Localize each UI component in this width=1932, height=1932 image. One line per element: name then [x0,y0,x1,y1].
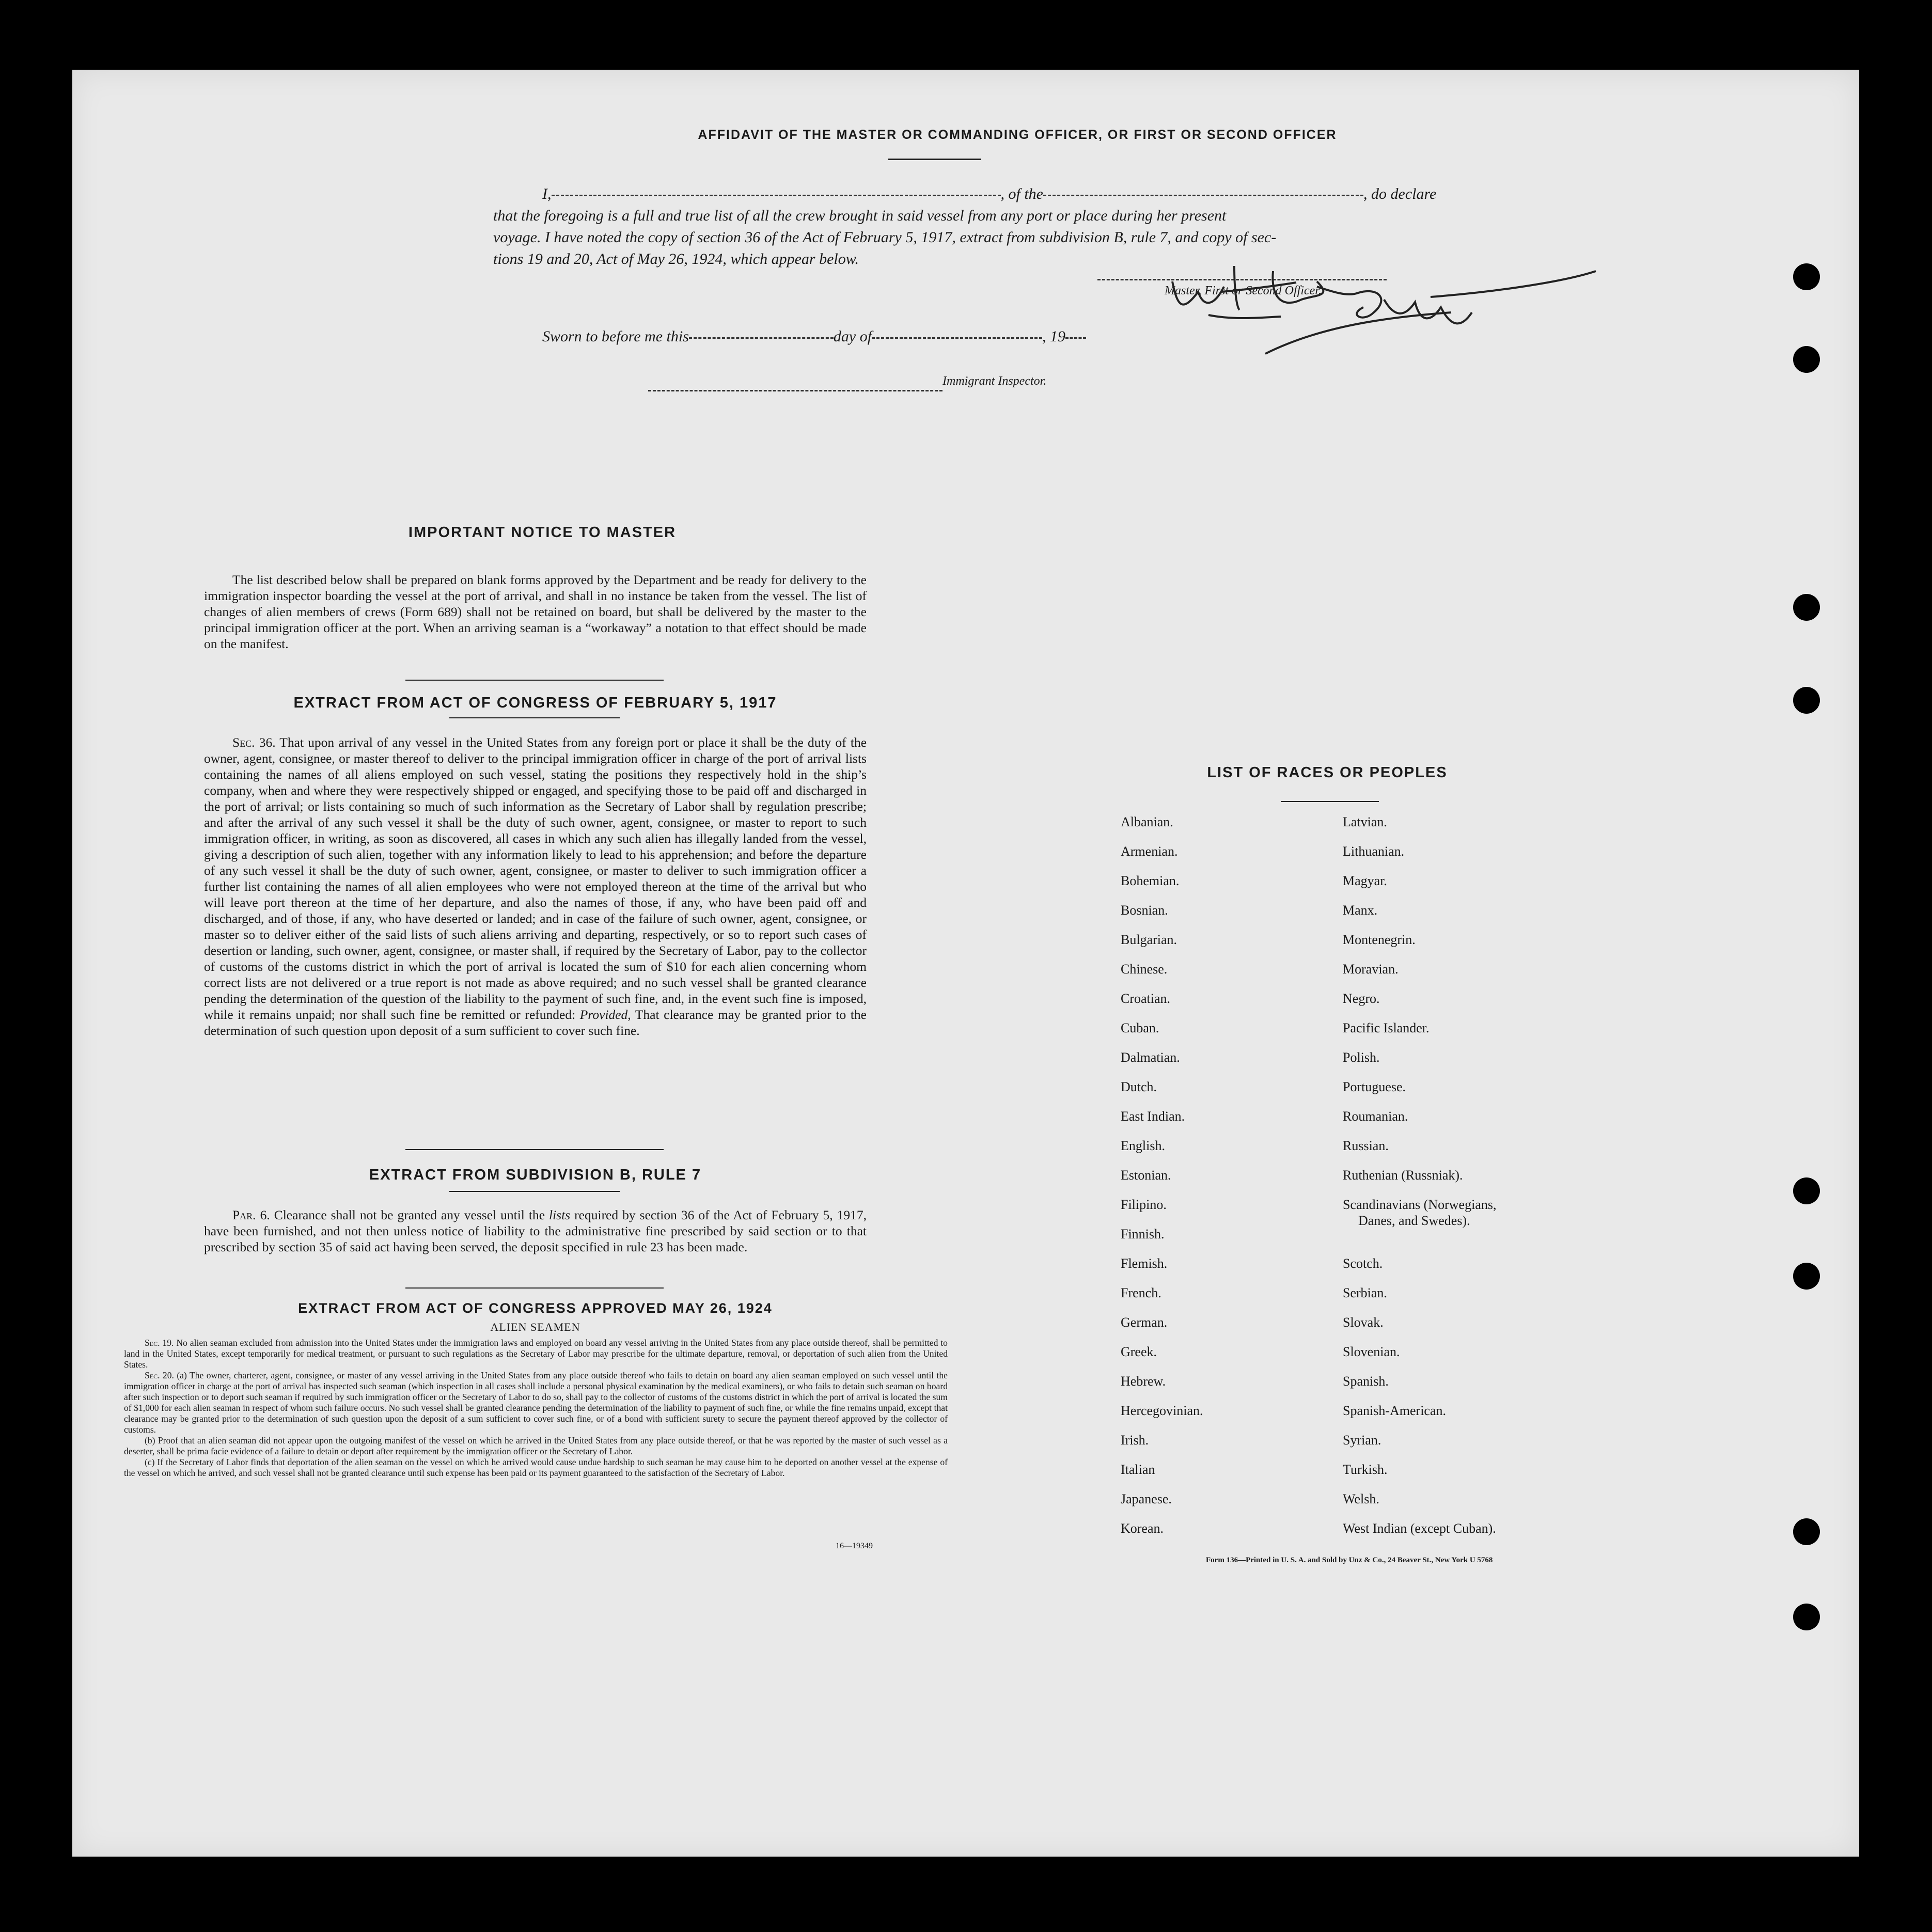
race-item: West Indian (except Cuban). [1343,1521,1496,1536]
extract-1924-text [124,1338,948,1479]
punch-hole [1793,1177,1820,1204]
punch-hole [1793,687,1820,714]
declaration-line4: tions 19 and 20, Act of May 26, 1924, which appear below. [493,250,859,268]
race-item: Portuguese. [1343,1079,1406,1094]
section-20-b: (b) Proof that an alien seaman did not appear upon the outgoing manifest of the vessel on which he arrived in the United States from any place outside thereof, or that he was reported by the master of such vessel as a deserter, shall be prima facie evidence of a failure to detain or deport after requirement by the immigration officer or the Secretary of Labor. [124,1435,948,1456]
extract-1917-title: EXTRACT FROM ACT OF CONGRESS OF FEBRUARY 5, 1917 [293,695,777,711]
rule7-rule [449,1191,620,1192]
sworn-year-blank[interactable] [1065,337,1086,339]
section-20-c: (c) If the Secretary of Labor finds that deportation of the alien seaman on the vessel on which he arrived would cause undue hardship to such seaman he may cause him to be deported on another vessel at the expense of the vessel on which he arrived, and such vessel shall not be granted clearance until such expense has been paid or its payment guaranteed to the satisfaction of the Secretary of Labor. [124,1457,948,1478]
document-page [72,70,1859,1857]
race-item: Lithuanian. [1343,844,1405,859]
race-item: Roumanian. [1343,1109,1408,1124]
race-item: Hebrew. [1121,1374,1166,1389]
punch-hole [1793,346,1820,373]
rule7-body-b: required by section 36 of the Act of February 5, 1917, have been furnished, and not then unless notice of liability to the administrative fine prescribed by said section or to that prescribed by section 35 of said act having been served, the deposit specified in rule 23 has been made. [204,1207,867,1254]
race-item: Slovenian. [1343,1344,1400,1359]
race-item: Moravian. [1343,962,1399,977]
race-item: Irish. [1121,1433,1149,1448]
race-item: Filipino. [1121,1197,1167,1212]
year-label: , 19 [1042,328,1066,345]
race-item: Spanish. [1343,1374,1389,1389]
extract-1924-top-rule [405,1287,664,1289]
race-item: Armenian. [1121,844,1178,859]
section-36-proviso: That clearance may be granted prior to the determination of such question upon deposit of a sum sufficient to cover such fine. [204,1007,867,1038]
race-item: Polish. [1343,1050,1380,1065]
punch-hole [1793,1604,1820,1630]
name-blank[interactable] [552,195,1001,196]
race-item: Montenegrin. [1343,932,1416,947]
race-item: Turkish. [1343,1462,1388,1477]
declaration-line3: voyage. I have noted the copy of section 36 of the Act of February 5, 1917, extract from subdivision B, rule 7, and copy of sec- [493,229,1277,246]
section-19-body: No alien seaman excluded from admission into the United States under the immigration laws and employed on board any vessel arriving in the United States from any place outside thereof, shall be permitted to land in the United States, except temporarily for medical treatment, or pursuant to such regulations as the Secretary of Labor may prescribe for the ultimate departure, removal, or deportation of such alien from the United States. [124,1338,948,1370]
race-item: Serbian. [1343,1285,1387,1300]
race-item: French. [1121,1285,1161,1300]
declaration-of: , of the [1000,185,1043,202]
declaration-declare: , do declare [1363,185,1437,202]
extract-1917-rule [449,717,620,718]
section-19-label: Sec. 19. [145,1338,174,1348]
printer-footer: Form 136—Printed in U. S. A. and Sold by Unz & Co., 24 Beaver St., New York U 5768 [1206,1556,1493,1564]
section-36-body: That upon arrival of any vessel in the United States from any foreign port or place it shall be the duty of the owner, agent, consignee, or master thereof to deliver to the principal immigration officer in charge of the port of arrival lists containing the names of all aliens employed on such vessel, stating the positions they respectively hold in the ship’s company, when and where they were respectively shipped or engaged, and specifying those to be paid off and discharged in the port of arrival; or lists containing so much of such information as the Secretary of Labor shall by regulation prescribe; and after the arrival of any such vessel it shall be the duty of such owner, agent, consignee, or master to report to such immigration officer, in writing, as soon as discovered, all cases in which any such alien has illegally landed from the vessel, giving a description of such alien, together with any information likely to lead to his apprehension; and before the departure of any such vessel it shall be the duty of such owner, agent, consignee, or master to deliver to such immigration officer a further list containing the names of all alien employees who were not employed thereon at the time of the arrival but who will leave port thereon at the time of her departure, and also the names of those, if any, who have been paid off and discharged, and of those, if any, who have deserted or landed; and in case of the failure of such owner, agent, consignee, or master so to deliver either of the said lists of such aliens arriving and departing, respectively, or so to report such cases of desertion or landing, such owner, agent, consignee, or master shall, if required by the Secretary of Labor, pay to the collector of customs of the customs district in which the port of arrival is located the sum of $10 for each alien concerning whom correct lists are not delivered or a true report is not made as above required; and no such vessel shall be granted clearance pending the determination of the question of the liability to the payment of such fine, and, in the event such fine is imposed, while it remains unpaid; nor shall such fine be remitted or refunded: [204,735,867,1022]
race-item: Italian [1121,1462,1155,1477]
race-item: Bulgarian. [1121,932,1177,947]
provided-word: Provided, [579,1007,631,1022]
title-rule [888,159,981,160]
race-item: Estonian. [1121,1168,1171,1183]
race-item: Spanish-American. [1343,1403,1447,1418]
section-36-label: Sec. 36. [232,735,276,750]
race-item: Magyar. [1343,873,1387,888]
inspector-caption: Immigrant Inspector. [943,374,1047,388]
day-of-label: day of [833,328,872,345]
extract-1917-text [204,734,867,1039]
sworn-label: Sworn to before me this [542,328,689,345]
handwritten-signature [1162,250,1606,369]
race-item: Scotch. [1343,1256,1383,1271]
sworn-line [493,328,1086,345]
alien-seamen-subtitle: ALIEN SEAMEN [490,1321,580,1333]
punch-hole [1793,1518,1820,1545]
race-item: Flemish. [1121,1256,1168,1271]
punch-hole [1793,1263,1820,1290]
race-item: Finnish. [1121,1227,1165,1242]
race-item: Hercegovinian. [1121,1403,1203,1418]
sworn-day-blank[interactable] [689,337,834,339]
form-code: 16—19349 [836,1542,873,1550]
race-item: Albanian. [1121,814,1173,829]
race-item: Slovak. [1343,1315,1384,1330]
extract-1924-title: EXTRACT FROM ACT OF CONGRESS APPROVED MAY 26, 1924 [298,1300,773,1316]
notice-rule [405,680,664,681]
declaration-i: I, [542,185,552,202]
rule7-text [204,1207,867,1255]
punch-hole [1793,594,1820,621]
inspector-signature-line[interactable] [648,390,943,391]
race-item: Manx. [1343,903,1378,918]
race-item: East Indian. [1121,1109,1185,1124]
race-item: Croatian. [1121,991,1171,1006]
paragraph-6-label: Par. 6. [232,1207,270,1222]
race-item: Bosnian. [1121,903,1168,918]
affidavit-title: AFFIDAVIT OF THE MASTER OR COMMANDING OFFICER, OR FIRST OR SECOND OFFICER [698,128,1337,142]
race-item: Japanese. [1121,1491,1172,1506]
rule7-top-rule [405,1149,664,1150]
race-item: Welsh. [1343,1491,1379,1506]
punch-hole [1793,263,1820,290]
rule7-title: EXTRACT FROM SUBDIVISION B, RULE 7 [369,1167,702,1183]
notice-text: The list described below shall be prepared on blank forms approved by the Department and be ready for delivery to the immigration inspector boarding the vessel at the port of arrival, and shall in no instance be taken from the vessel. The list of changes of alien members of crews (Form 689) shall not be retained on board, but shall be delivered by the master to the principal immigration officer at the port. When an arriving seaman is a “workaway” a notation to that effect should be made on the manifest. [204,572,867,651]
race-item: Chinese. [1121,962,1168,977]
race-item: Danes, and Swedes). [1358,1213,1470,1228]
races-title: LIST OF RACES OR PEOPLES [1207,764,1448,781]
race-item: Bohemian. [1121,873,1180,888]
race-item: Latvian. [1343,814,1387,829]
section-20-a: (a) The owner, charterer, agent, consignee, or master of any vessel arriving in the United States from any place outside thereof who fails to detain on board any alien seaman employed on such vessel until the immigration officer in charge at the port of arrival has inspected such seaman (which inspection in all cases shall include a personal physical examination by the medical examiners), or who fails to detain such seaman on board after such inspection or to deport such seaman if required by such immigration officer or the Secretary of Labor to do so, shall pay to the collector of customs of the customs district in which the port of arrival is located the sum of $1,000 for each alien seaman in respect of whom such failure occurs. No such vessel shall be granted clearance pending the determination of the liability to payment of such fine, or while the fine remains unpaid, except that clearance may be granted prior to the determination of such question upon the deposit of a sum sufficient to cover such fine, or of a bond with sufficient surety to secure the payment thereof approved by the collector of customs. [124,1370,948,1435]
race-item: German. [1121,1315,1168,1330]
race-item: Scandinavians (Norwegians, [1343,1197,1497,1212]
race-item: Ruthenian (Russniak). [1343,1168,1463,1183]
declaration-line2: that the foregoing is a full and true list of all the crew brought in said vessel from any port or place during her present [493,207,1227,224]
race-item: Dutch. [1121,1079,1157,1094]
race-item: Greek. [1121,1344,1157,1359]
races-rule [1281,801,1379,802]
master-caption: Master, First or Second Officer. [1165,284,1322,297]
rule7-body-a: Clearance shall not be granted any vessel until the [274,1207,545,1222]
section-20-label: Sec. 20. [145,1370,174,1380]
race-item: Korean. [1121,1521,1164,1536]
vessel-blank[interactable] [1043,195,1363,196]
lists-word: lists [549,1207,571,1222]
race-item: Negro. [1343,991,1380,1006]
race-item: English. [1121,1138,1165,1153]
race-item: Syrian. [1343,1433,1381,1448]
race-item: Cuban. [1121,1020,1159,1035]
race-item: Pacific Islander. [1343,1020,1430,1035]
sworn-month-blank[interactable] [872,337,1042,339]
race-item: Dalmatian. [1121,1050,1180,1065]
race-item: Russian. [1343,1138,1389,1153]
notice-title: IMPORTANT NOTICE TO MASTER [408,524,677,541]
